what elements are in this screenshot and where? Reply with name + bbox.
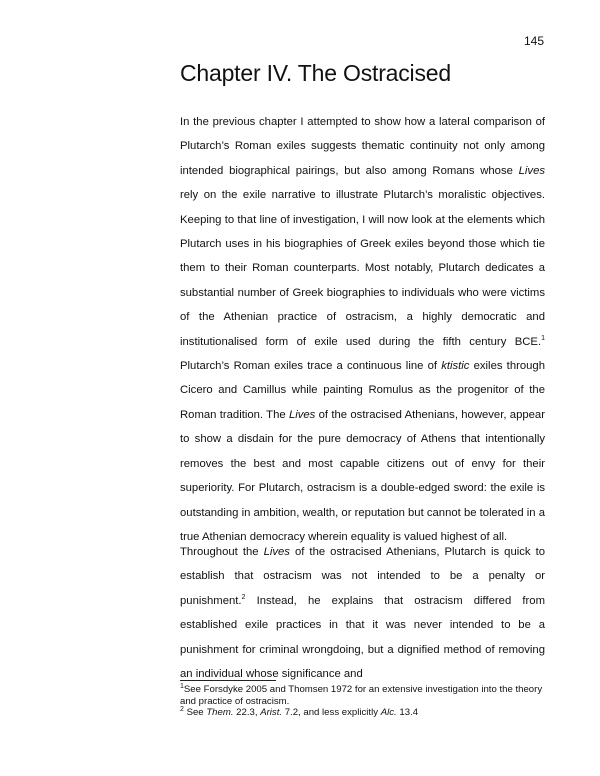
paragraph-text: Instead, he explains that ostracism differed from established exile practices in that it was never intended to be a punishment for criminal wrongdoing, but a dignified method of removing an individual whose significance and (180, 594, 545, 681)
footnote-2-text: 7.2, and less explicitly (282, 707, 381, 718)
italic-title-lives: Lives (518, 164, 545, 177)
page-number: 145 (523, 34, 544, 48)
italic-term-ktistic: ktistic (441, 360, 470, 373)
footnote-2 (180, 707, 550, 719)
paragraph-text: of the ostracised Athenians, Plutarch is quick to establish that ostracism was not intended to be a penalty or punishment. (180, 546, 545, 607)
paragraph-text: Throughout the (180, 546, 264, 558)
paragraph-text: of the ostracised Athenians, however, appear to show a disdain for the pure democracy of Athens that intentionally removes the best and most capable citizens out of envy for their superiority. For Plutarch, ostracism is a double-edged sword: the exile is outstanding in ambition, wealth, or reputation but cannot be tolerated in a true Athenian democracy wherein equality is valued highest of all. (180, 408, 545, 543)
paragraph-text: exiles through Cicero and Camillus while painting Romulus as the progenitor of the Roman tradition. The (180, 360, 545, 421)
footnote-2-ref-arist: Arist. (260, 707, 283, 718)
footnote-2-ref-them: Them. (206, 707, 234, 718)
body-paragraph-1 (180, 110, 545, 549)
footnote-divider (180, 680, 276, 681)
footnote-1-marker: 1 (180, 682, 184, 690)
footnote-2-ref-alc: Alc. (380, 707, 397, 718)
footnote-1 (180, 684, 550, 707)
footnote-2-text: 13.4 (396, 707, 419, 718)
body-paragraph-2 (180, 540, 545, 686)
footnotes (180, 684, 550, 719)
footnote-2-marker: 2 (180, 705, 184, 713)
paragraph-text: rely on the exile narrative to illustrate Plutarch’s moralistic objectives. Keeping to that line of investigation, I will now look at the elements which Plutarch uses in his biographies of Greek exiles beyond those which tie them to their Roman counterparts. Most notably, Plutarch dedicates a substantial number of Greek biographies to individuals who were victims of the Athenian practice of ostracism, a highly democratic and institutionalised form of exile used during the fifth century BCE. (180, 189, 545, 348)
footnote-2-text: See (183, 707, 207, 718)
italic-title-lives: Lives (288, 408, 316, 421)
italic-title-lives: Lives (263, 546, 290, 558)
footnote-marker-1[interactable]: 1 (541, 334, 545, 342)
footnote-1-text: See Forsdyke 2005 and Thomsen 1972 for an extensive investigation into the theory and practice of ostracism. (180, 684, 543, 707)
chapter-title: Chapter IV. The Ostracised (180, 60, 451, 86)
footnote-2-text: 22.3, (233, 707, 261, 718)
paragraph-text: In the previous chapter I attempted to show how a lateral comparison of Plutarch’s Roman exiles suggests thematic continuity not only among intended biographical pairings, but also among Romans whose (180, 116, 545, 177)
footnote-marker-2[interactable]: 2 (241, 594, 246, 602)
paragraph-text: Plutarch’s Roman exiles trace a continuous line of (180, 360, 442, 373)
